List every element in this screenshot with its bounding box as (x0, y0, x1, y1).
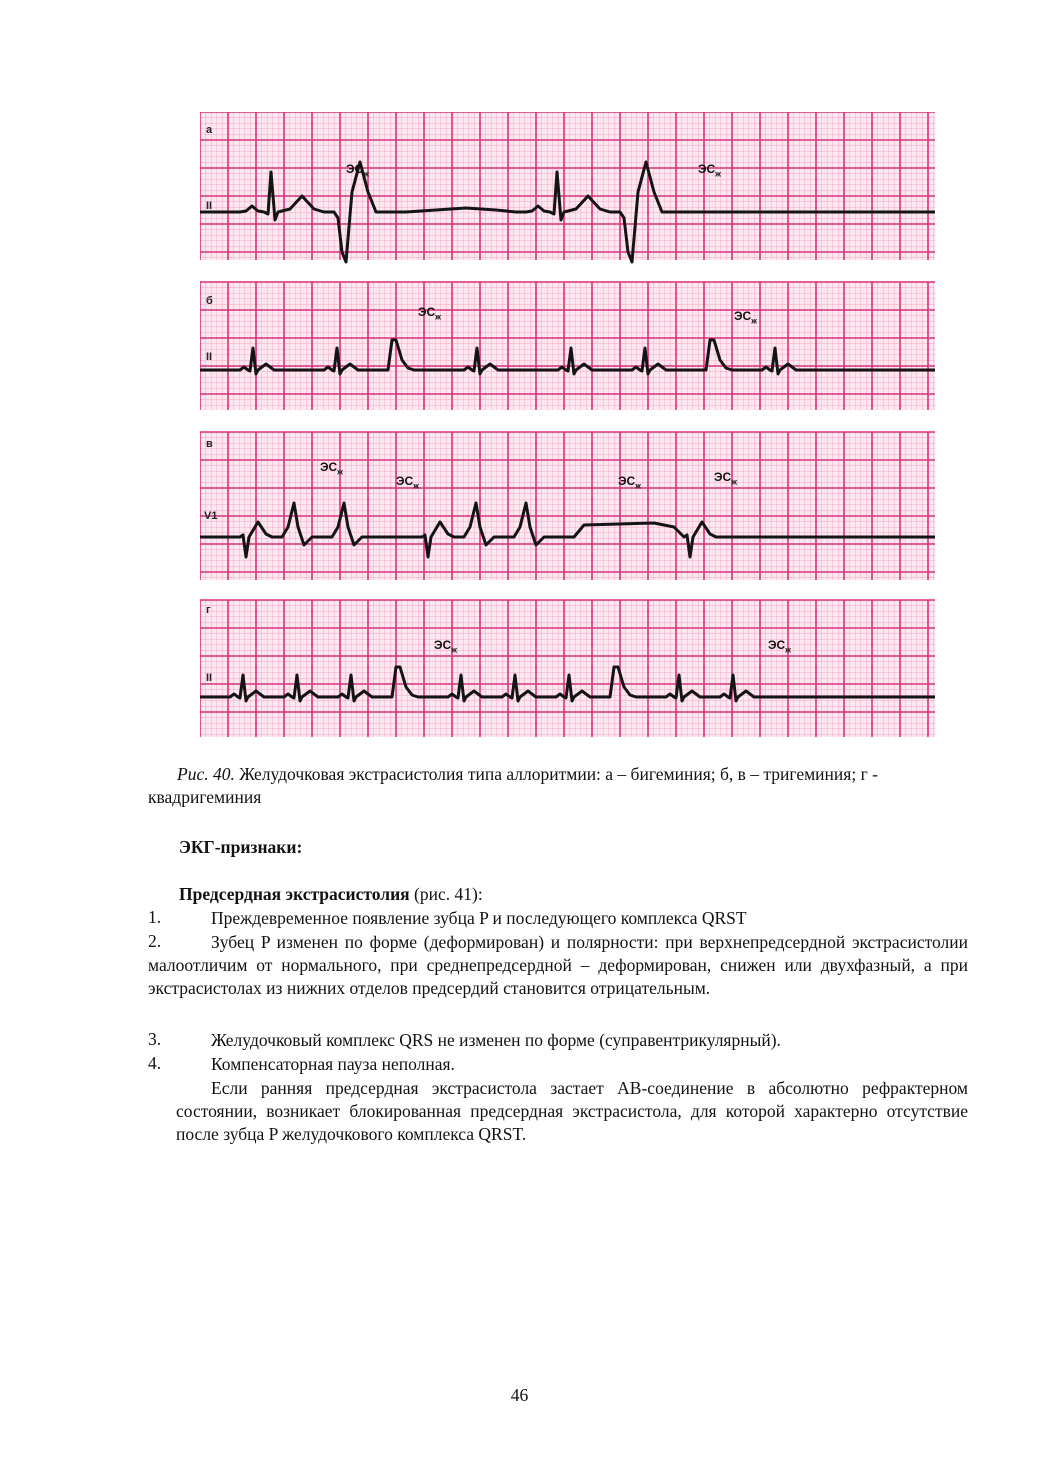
note-paragraph (176, 1077, 968, 1146)
list-item-4: Компенсаторная пауза неполная. (211, 1054, 455, 1074)
page-number: 46 (510, 1385, 529, 1405)
list-item-2-text: Зубец P изменен по форме (деформирован) и полярности: при верхнепредсердной экстрасистолии малоотличим от нормального, при среднепредсердной – деформирован, снижен или двухфазный, а при экстрасистолах из нижних отделов предсердий становится отрицательным. (148, 932, 968, 998)
strip-letter-b: б (206, 295, 213, 307)
ecg-grid-strip (200, 282, 935, 410)
section-ref: (рис. 41): (409, 884, 483, 904)
ecg-grid-strip (200, 432, 935, 580)
ecg-svg (200, 112, 935, 737)
es-label: $ЭС_ж$ (346, 162, 369, 179)
lead-label-a: II (206, 200, 213, 212)
ecg-grid-strip (200, 112, 935, 260)
es-label: $ЭС_ж$ (768, 638, 791, 655)
item-number: 3. (148, 1029, 162, 1049)
section-intro (179, 883, 483, 906)
list-item-1: Преждевременное появление зубца P и последующего комплекса QRST (211, 908, 747, 928)
lead-label-b: II (206, 351, 213, 363)
ecg-grid-background (200, 282, 935, 410)
caption-text: Желудочковая экстрасистолия типа аллоритмии: а – бигеминия; б, в – тригеминия; г - квадригеминия (148, 764, 878, 807)
section-title: Предсердная экстрасистолия (179, 884, 410, 904)
es-label: $ЭС_ж$ (714, 470, 737, 487)
ecg-grid-strip (200, 600, 935, 737)
caption-prefix: Рис. 40. (177, 764, 235, 784)
es-label: $ЭС_ж$ (396, 474, 419, 491)
strip-letter-a: а (206, 124, 213, 136)
figure-caption (148, 763, 968, 809)
note-text: Если ранняя предсердная экстрасистола застает АВ-соединение в абсолютно рефрактерном состоянии, возникает блокированная предсердная экстрасистола, для которой характерно отсутствие после зубца P желудочкового комплекса QRST. (176, 1078, 968, 1144)
es-label: $ЭС_ж$ (618, 474, 641, 491)
item-number: 2. (148, 931, 162, 951)
section-heading: ЭКГ-признаки: (179, 837, 303, 857)
es-label: $ЭС_ж$ (698, 162, 721, 179)
es-label: $ЭС_ж$ (320, 460, 343, 477)
item-number: 1. (148, 907, 162, 927)
ecg-figure (200, 112, 935, 737)
lead-label-g: II (206, 672, 213, 684)
strip-letter-v: в (206, 438, 213, 450)
es-label: $ЭС_ж$ (434, 638, 457, 655)
list-item-3: Желудочковый комплекс QRS не изменен по форме (суправентрикулярный). (211, 1030, 781, 1050)
strip-letter-g: г (206, 604, 211, 616)
es-label: $ЭС_ж$ (734, 309, 757, 326)
list-item-2 (148, 931, 968, 1000)
lead-label-v: V1 (204, 510, 218, 522)
ecg-grid-background (200, 600, 935, 737)
item-number: 4. (148, 1053, 162, 1073)
es-label: $ЭС_ж$ (418, 305, 441, 322)
